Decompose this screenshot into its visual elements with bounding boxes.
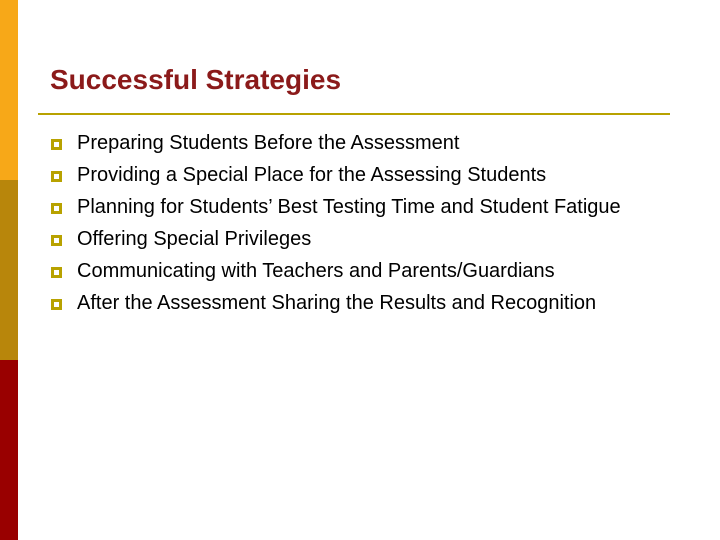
slide-title: Successful Strategies bbox=[50, 64, 342, 95]
bullet-item-privileges bbox=[48, 227, 668, 252]
accent-bar-middle bbox=[0, 180, 18, 360]
title-divider bbox=[38, 113, 670, 115]
square-bullet-icon bbox=[51, 203, 62, 214]
square-bullet-icon bbox=[51, 235, 62, 246]
square-bullet-icon bbox=[51, 139, 62, 150]
bullet-item-communicating bbox=[48, 259, 668, 284]
bullet-text: Communicating with Teachers and Parents/Guardians bbox=[77, 260, 555, 282]
bullet-item-testing-time bbox=[48, 195, 668, 220]
bullet-text: After the Assessment Sharing the Results and Recognition bbox=[77, 292, 597, 314]
bullet-text: Preparing Students Before the Assessment bbox=[77, 132, 460, 154]
bullet-text: Offering Special Privileges bbox=[77, 228, 312, 250]
square-bullet-icon bbox=[51, 299, 62, 310]
accent-bar-bottom bbox=[0, 360, 18, 540]
bullet-text: Planning for Students’ Best Testing Time and Student Fatigue bbox=[77, 196, 621, 218]
square-bullet-icon bbox=[51, 267, 62, 278]
bullet-text: Providing a Special Place for the Assessing Students bbox=[77, 164, 547, 186]
bullet-item-special-place bbox=[48, 163, 668, 188]
accent-bar-top bbox=[0, 0, 18, 180]
square-bullet-icon bbox=[51, 171, 62, 182]
bullet-list bbox=[48, 131, 668, 323]
bullet-item-results bbox=[48, 291, 668, 316]
bullet-item-preparing bbox=[48, 131, 668, 156]
